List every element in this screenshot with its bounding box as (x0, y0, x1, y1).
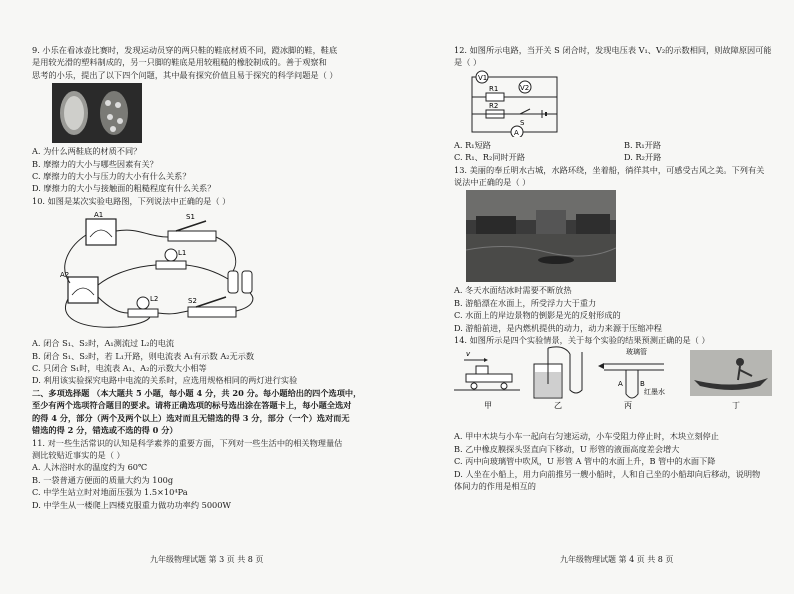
label-bing: 丙 (624, 401, 632, 411)
q10-circuit-diagram (38, 207, 288, 335)
q10-option-c: C. 只闭合 S₁时，电流表 A₁、A₂的示数大小相等 (32, 363, 207, 374)
label-v: v (466, 350, 471, 359)
ancient-town-photo (466, 190, 616, 282)
label-v2: V2 (520, 83, 530, 92)
q14-experiments-diagram (454, 346, 784, 428)
left-column (32, 44, 384, 511)
label-r2: R2 (489, 101, 499, 110)
label-red-ink: 红墨水 (644, 388, 665, 397)
q14-option-c: C. 丙中向玻璃管中吹风，U 形管 A 管中的水面上升，B 管中的水面下降 (454, 456, 716, 467)
right-page-footer: 九年级物理试题 第 4 页 共 8 页 (560, 555, 674, 564)
label-b-tube: B (640, 380, 645, 389)
shoe-sole-photo (52, 83, 142, 143)
q10-option-b: B. 闭合 S₁、S₂时，若 L₁开路，则电流表 A₁有示数 A₂无示数 (32, 350, 255, 361)
section2-line-4: 错选的得 2 分，错选或不选的得 0 分） (32, 425, 178, 436)
label-a-tube: A (618, 380, 623, 389)
q13-option-c: C. 水面上的岸边景物的倒影是光的反射形成的 (454, 310, 621, 321)
q9-line-2: 是用较光滑的塑料制成的，另一只脚的鞋底是用较粗糙的橡胶制成的。善于观察和 (32, 57, 327, 68)
q12-stem: 12. 如图所示电路，当开关 S 闭合时，发现电压表 V₁、V₂的示数相同，则故障原因可能 (454, 45, 772, 55)
q10-figure (32, 207, 384, 337)
section2-line-1: 二、多项选择题 （本大题共 5 小题，每小题 4 分，共 20 分。每小题给出的四个选项中， (32, 387, 362, 398)
label-s: S (520, 118, 525, 127)
label-l2: L2 (150, 295, 159, 304)
left-page-footer: 九年级物理试题 第 3 页 共 8 页 (150, 555, 264, 564)
q12-options-row-1 (454, 139, 784, 151)
label-a1: A1 (94, 211, 104, 220)
q12-option-d: D. R₂开路 (624, 152, 662, 163)
q9-figure (32, 81, 384, 145)
label-r1: R1 (489, 84, 499, 93)
label-l1: L1 (178, 249, 187, 258)
q12-option-c: C. R₁、R₂同时开路 (454, 152, 526, 163)
q9-option-c: C. 摩擦力的大小与压力的大小有什么关系？ (32, 171, 191, 182)
q9-option-d: D. 摩擦力的大小与接触面的粗糙程度有什么关系？ (32, 183, 216, 194)
label-a: A (514, 128, 519, 137)
q13-figure (454, 188, 784, 284)
q14-option-a: A. 甲中木块与小车一起向右匀速运动，小车受阻力停止时，木块立刻停止 (454, 431, 719, 442)
q13-option-a: A. 冬天水面结冰时需要不断放热 (454, 285, 572, 296)
q11-line-2: 测比较贴近事实的是（ ） (32, 449, 125, 460)
q14-stem: 14. 如图所示是四个实验情景，关于每个实验的结果预测正确的是（ ） (454, 335, 710, 346)
q14-option-d-cont: 体间力的作用是相互的 (454, 481, 536, 492)
q9-option-b: B. 摩擦力的大小与哪些因素有关？ (32, 158, 158, 169)
label-a2: A2 (60, 271, 70, 280)
q14-option-b: B. 乙中橡皮膜探头竖直向下移动，U 形管的液面高度差会增大 (454, 443, 680, 454)
q11-option-d: D. 中学生从一楼爬上四楼克服重力做功功率约 5000W (32, 499, 231, 510)
q10-option-a: A. 闭合 S₁、S₂时，A₁测流过 L₂的电流 (32, 338, 175, 349)
q11-option-b: B. 一袋普通方便面的质量大约为 100g (32, 474, 174, 485)
section2-line-3: 的得 4 分，部分（两个及两个以上）选对而且无错选的得 3 分，部分（一个）选对而无 (32, 412, 350, 423)
q12-options-row-2 (454, 151, 784, 163)
q14-option-d: D. 人坐在小船上，用力向前推另一艘小船时，人和自己坐的小船却向后移动，说明物 (454, 468, 761, 479)
q9-line-3: 思考的小乐，提出了以下四个问题，其中最有探究价值且易于探究的科学问题是（ ） (32, 69, 338, 80)
label-v1: V1 (478, 73, 488, 82)
label-s2: S2 (188, 297, 197, 306)
q12-option-b: B. R₁开路 (624, 139, 662, 150)
q12-option-a: A. R₁短路 (454, 139, 491, 150)
label-s1: S1 (186, 213, 195, 222)
q12-figure (454, 69, 784, 139)
label-glass-tube: 玻璃管 (626, 348, 647, 357)
q12-circuit-diagram (462, 69, 572, 137)
q13-option-d: D. 游船前进，是内燃机提供的动力，动力来源于压缩冲程 (454, 322, 662, 333)
q11-option-a: A. 人沐浴时水的温度约为 60℃ (32, 462, 148, 473)
q11-option-c: C. 中学生站立时对地面压强为 1.5×10⁴Pa (32, 487, 188, 498)
section2-line-2: 至少有两个选项符合题目的要求。请将正确选项的标号选出涂在答题卡上，每小题全选对 (32, 400, 352, 411)
q11-line-1: 11. 对一些生活常识的认知是科学素养的重要方面，下列对一些生活中的相关物理量估 (32, 437, 343, 448)
label-jia: 甲 (484, 401, 492, 411)
q13-line-2: 说法中正确的是（ ） (454, 177, 531, 188)
q9-option-a: A. 为什么两鞋底的材质不同？ (32, 146, 142, 157)
q13-option-b: B. 游船漂在水面上，所受浮力大于重力 (454, 297, 597, 308)
label-ding: 丁 (732, 401, 740, 411)
q9-line-1: 9. 小乐在看冰壶比赛时，发现运动员穿的两只鞋的鞋底材质不同，蹬冰脚的鞋，鞋底 (32, 45, 338, 55)
q10-option-d: D. 利用该实验探究电路中电流的关系时，应选用规格相同的两灯进行实验 (32, 375, 298, 386)
q14-figure (454, 346, 784, 430)
q12-stem-2: 是（ ） (454, 57, 482, 68)
q10-stem: 10. 如图是某次实验电路图，下列说法中正确的是（ ） (32, 195, 231, 206)
right-column (454, 44, 784, 493)
q13-line-1: 13. 美丽的奉丘明水古城，水路环绕，坐着船，徜徉其中，可感受古风之美。下列有关 (454, 164, 765, 175)
label-yi: 乙 (554, 401, 562, 411)
